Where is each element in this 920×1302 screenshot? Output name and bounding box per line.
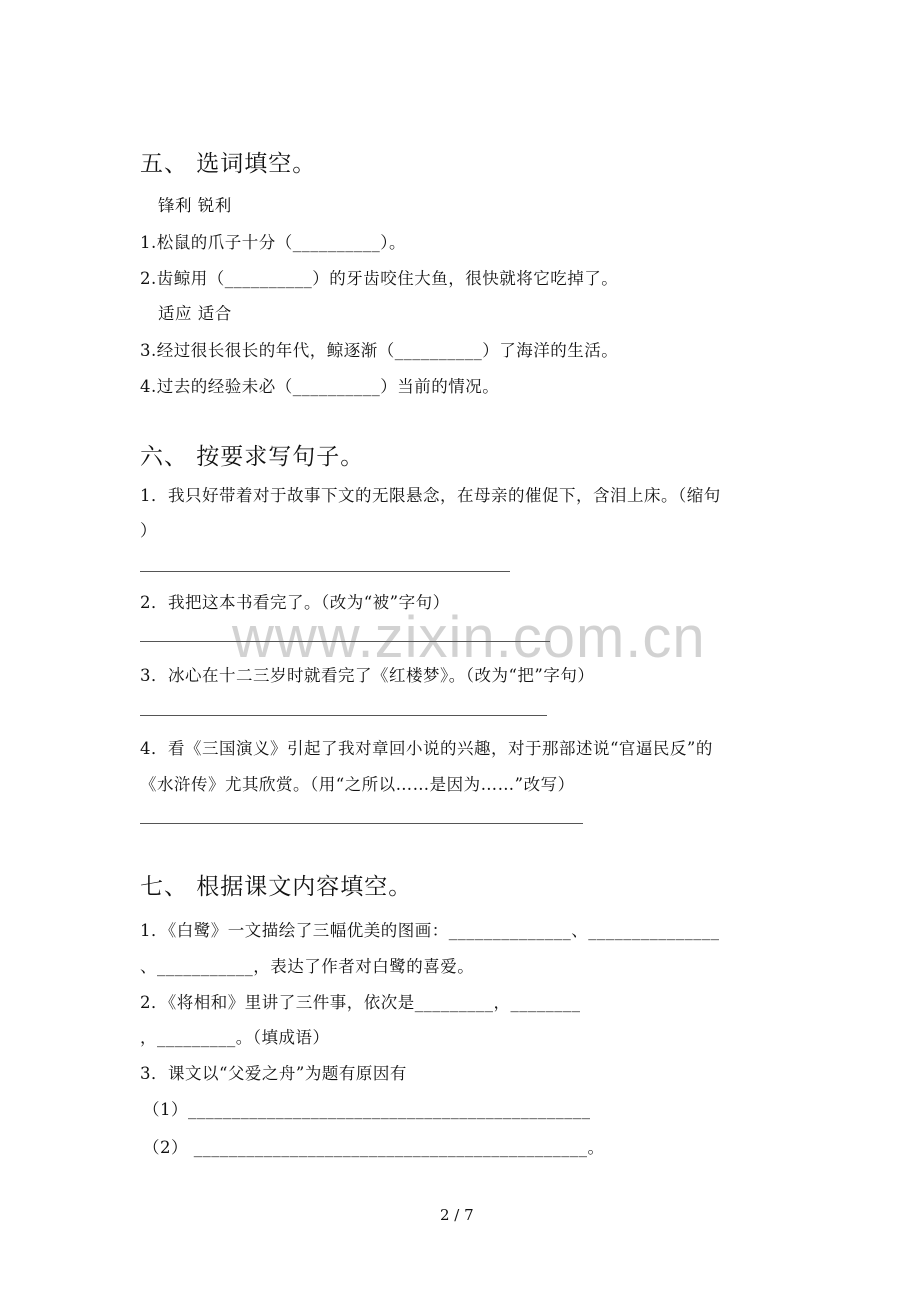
sec6-question-1: 1．我只好带着对于故事下文的无限悬念，在母亲的催促下，含泪上床。（缩句: [140, 486, 721, 505]
page-number: 2 / 7: [440, 1206, 474, 1224]
answer-line-4: [140, 823, 583, 824]
sec6-question-1-cont: ）: [140, 521, 157, 540]
sec5-question-1: 1.松鼠的爪子十分（__________）。: [140, 233, 406, 252]
section-7-title: 七、 根据课文内容填空。: [140, 874, 413, 900]
word-options-1: 锋利 锐利: [158, 196, 232, 215]
section-5-title: 五、 选词填空。: [140, 151, 317, 177]
sec6-question-2: 2．我把这本书看完了。（改为“被”字句）: [140, 593, 450, 612]
sec7-question-1: 1．《白鹭》一文描绘了三幅优美的图画：______________、_______________: [140, 921, 720, 940]
sec7-question-1-cont: 、___________，表达了作者对白鹭的喜爱。: [140, 957, 475, 976]
sec7-reason-1: （1）______________________________________________: [143, 1100, 591, 1119]
sec7-question-2: 2．《将相和》里讲了三件事，依次是_________，________: [140, 993, 581, 1012]
watermark: www.zixin.com.cn: [232, 605, 706, 670]
answer-line-3: [140, 715, 547, 716]
word-options-2: 适应 适合: [158, 304, 232, 323]
sec7-reason-2: （2） _____________________________________________。: [143, 1138, 605, 1157]
section-6-title: 六、 按要求写句子。: [140, 444, 365, 470]
sec6-question-4-cont: 《水浒传》尤其欣赏。（用“之所以……是因为……”改写）: [140, 775, 575, 794]
sec7-question-2-cont: ，_________。（填成语）: [140, 1028, 330, 1047]
sec5-question-4: 4.过去的经验未必（__________）当前的情况。: [140, 377, 500, 396]
sec5-question-2: 2.齿鲸用（__________）的牙齿咬住大鱼，很快就将它吃掉了。: [140, 269, 619, 288]
sec5-question-3: 3.经过很长很长的年代，鲸逐渐（__________）了海洋的生活。: [140, 341, 619, 360]
sec7-question-3: 3．课文以“父爱之舟”为题有原因有: [140, 1064, 407, 1083]
sec6-question-3: 3．冰心在十二三岁时就看完了《红楼梦》。（改为“把”字句）: [140, 666, 595, 685]
answer-line-2: [140, 641, 550, 642]
sec6-question-4: 4．看《三国演义》引起了我对章回小说的兴趣，对于那部述说“官逼民反”的: [140, 739, 713, 758]
answer-line-1: [140, 571, 510, 572]
